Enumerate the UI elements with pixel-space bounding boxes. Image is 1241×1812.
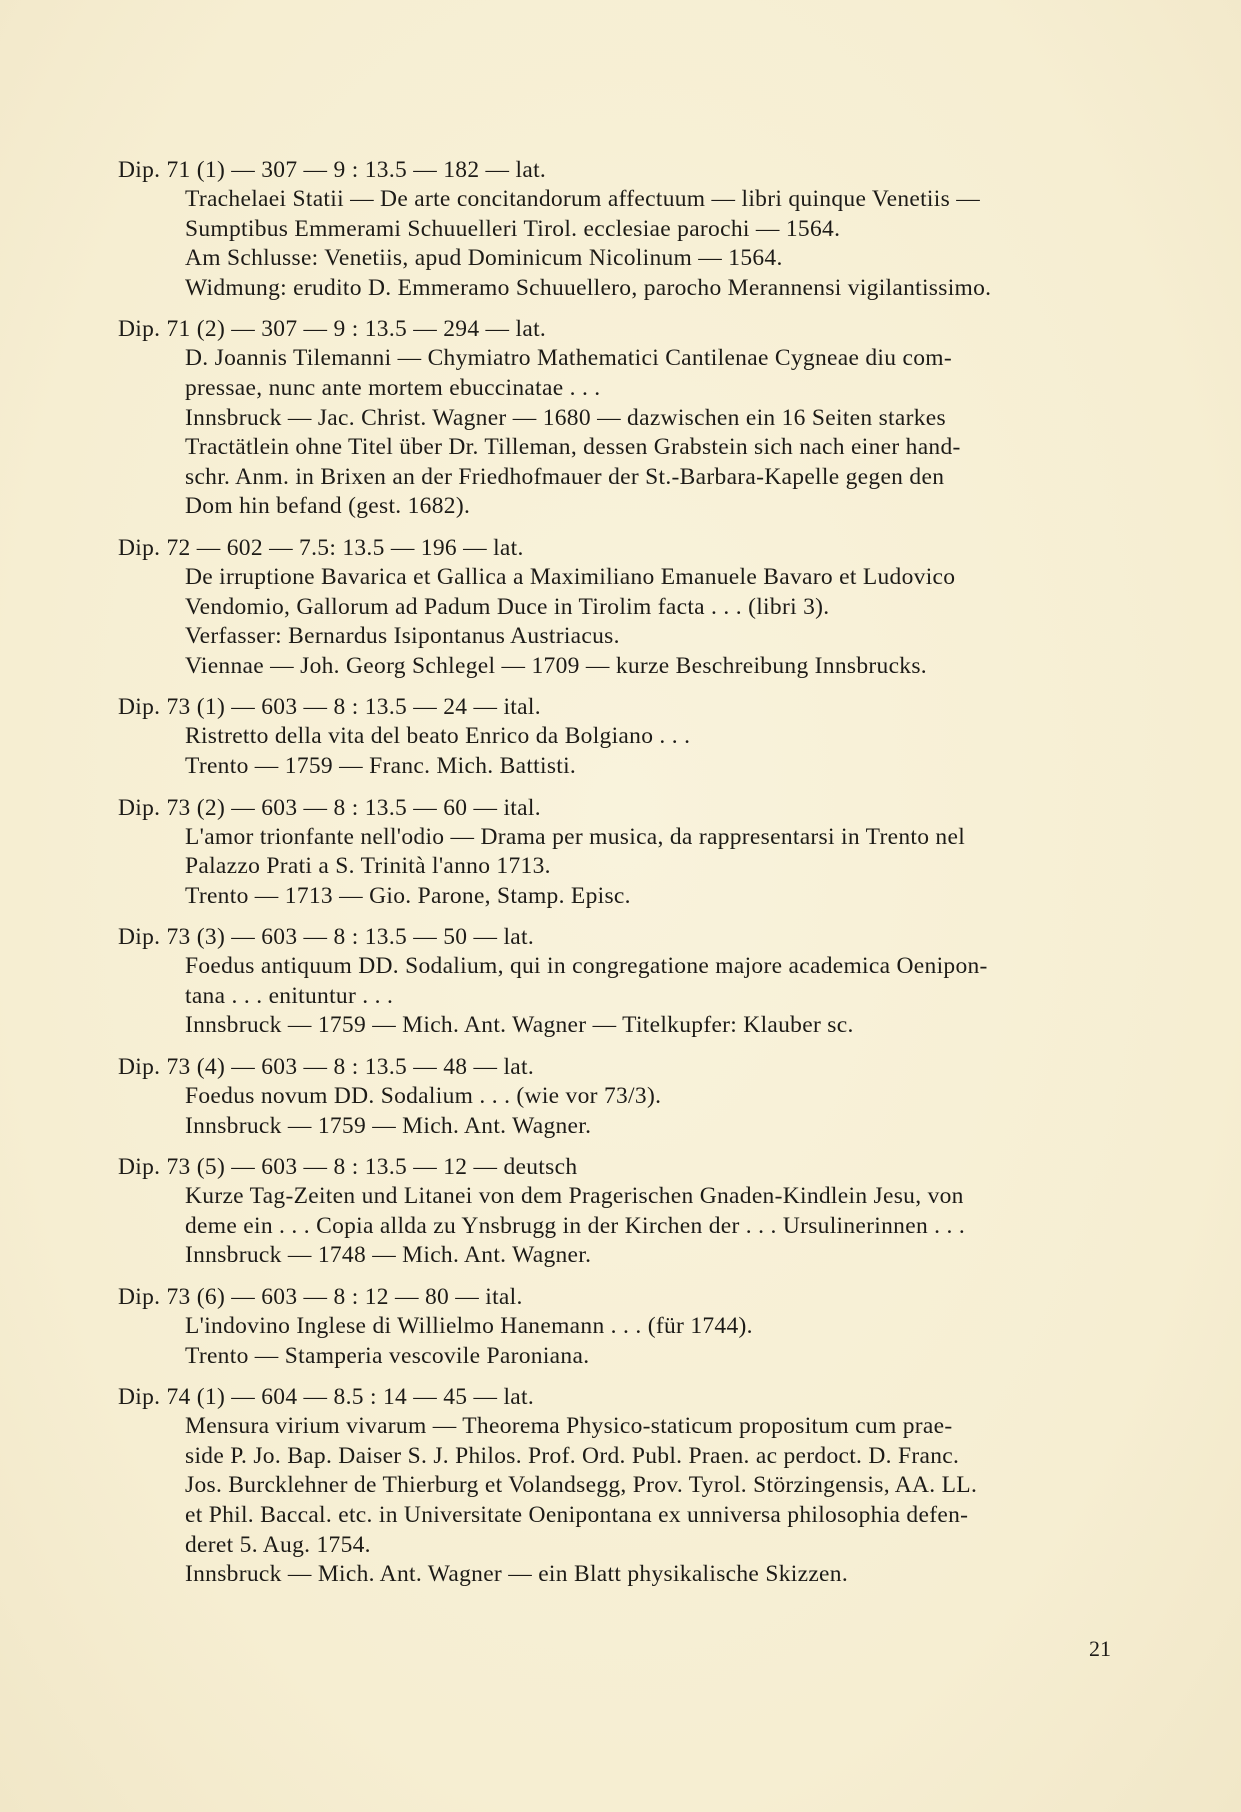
catalog-entry: [118, 1382, 1118, 1590]
entry-line: Foedus antiquum DD. Sodalium, qui in congregatione majore academica Oenipon-: [185, 953, 988, 980]
entry-line: D. Joannis Tilemanni — Chymiatro Mathematici Cantilenae Cygneae diu com-: [185, 345, 952, 372]
entry-line: Foedus novum DD. Sodalium . . . (wie vor 73/3).: [185, 1083, 662, 1110]
entry-line: Trento — 1713 — Gio. Parone, Stamp. Episc.: [185, 882, 631, 909]
entry-line: Viennae — Joh. Georg Schlegel — 1709 — kurze Beschreibung Innsbrucks.: [185, 652, 927, 679]
catalog-entries: [118, 155, 1118, 1601]
catalog-entry: [118, 155, 1118, 303]
entry-heading: Dip. 73 (5) — 603 — 8 : 13.5 — 12 — deutsch: [118, 1154, 578, 1181]
entry-heading: Dip. 73 (6) — 603 — 8 : 12 — 80 — ital.: [118, 1284, 523, 1311]
catalog-entry: [118, 1152, 1118, 1271]
catalog-entry: [118, 1282, 1118, 1371]
entry-heading: Dip. 73 (4) — 603 — 8 : 13.5 — 48 — lat.: [118, 1054, 535, 1081]
entry-line: side P. Jo. Bap. Daiser S. J. Philos. Prof. Ord. Publ. Praen. ac perdoct. D. Franc.: [185, 1442, 960, 1469]
catalog-entry: [118, 922, 1118, 1041]
entry-line: deme ein . . . Copia allda zu Ynsbrugg in der Kirchen der . . . Ursulinerinnen . . .: [185, 1212, 966, 1239]
catalog-entry: [118, 793, 1118, 912]
entry-line: Tractätlein ohne Titel über Dr. Tilleman, dessen Grabstein sich nach einer hand-: [185, 434, 961, 461]
entry-line: schr. Anm. in Brixen an der Friedhofmauer der St.-Barbara-Kapelle gegen den: [185, 463, 945, 490]
entry-line: Mensura virium vivarum — Theorema Physico-staticum propositum cum prae-: [185, 1413, 953, 1440]
entry-line: Widmung: erudito D. Emmeramo Schuuellero, parocho Merannensi vigilantissimo.: [185, 274, 992, 301]
page-number: 21: [1089, 1636, 1111, 1661]
entry-line: deret 5. Aug. 1754.: [185, 1531, 371, 1558]
catalog-entry: [118, 314, 1118, 522]
entry-line: tana . . . enituntur . . .: [185, 982, 394, 1009]
entry-line: Sumptibus Emmerami Schuuelleri Tirol. ecclesiae parochi — 1564.: [185, 215, 841, 242]
entry-line: Trachelaei Statii — De arte concitandorum affectuum — libri quinque Venetiis —: [185, 186, 981, 212]
catalog-entry: [118, 1052, 1118, 1141]
entry-line: Innsbruck — Jac. Christ. Wagner — 1680 — dazwischen ein 16 Seiten starkes: [185, 404, 946, 431]
entry-line: L'indovino Inglese di Willielmo Hanemann . . . (für 1744).: [185, 1313, 753, 1340]
entry-heading: Dip. 74 (1) — 604 — 8.5 : 14 — 45 — lat.: [118, 1384, 535, 1411]
entry-line: et Phil. Baccal. etc. in Universitate Oenipontana ex unniversa philosophia defen-: [185, 1502, 969, 1528]
entry-line: Trento — Stamperia vescovile Paroniana.: [185, 1342, 590, 1369]
entry-line: Kurze Tag-Zeiten und Litanei von dem Pragerischen Gnaden-Kindlein Jesu, von: [185, 1183, 964, 1210]
entry-line: pressae, nunc ante mortem ebuccinatae . . .: [185, 374, 601, 401]
entry-line: Verfasser: Bernardus Isipontanus Austriacus.: [185, 623, 620, 650]
entry-heading: Dip. 73 (1) — 603 — 8 : 13.5 — 24 — ital.: [118, 694, 541, 721]
entry-line: Am Schlusse: Venetiis, apud Dominicum Nicolinum — 1564.: [185, 245, 783, 272]
entry-heading: Dip. 73 (3) — 603 — 8 : 13.5 — 50 — lat.: [118, 924, 535, 951]
entry-line: Dom hin befand (gest. 1682).: [185, 493, 471, 520]
catalog-entry: [118, 692, 1118, 781]
entry-heading: Dip. 72 — 602 — 7.5: 13.5 — 196 — lat.: [118, 534, 524, 561]
entry-line: L'amor trionfante nell'odio — Drama per musica, da rappresentarsi in Trento nel: [185, 823, 966, 850]
entry-line: Innsbruck — 1759 — Mich. Ant. Wagner — Titelkupfer: Klauber sc.: [185, 1012, 854, 1039]
entry-heading: Dip. 71 (2) — 307 — 9 : 13.5 — 294 — lat.: [118, 316, 547, 343]
entry-heading: Dip. 71 (1) — 307 — 9 : 13.5 — 182 — lat.: [118, 157, 547, 183]
entry-heading: Dip. 73 (2) — 603 — 8 : 13.5 — 60 — ital.: [118, 794, 541, 821]
entry-line: Innsbruck — 1759 — Mich. Ant. Wagner.: [185, 1112, 592, 1139]
entry-line: Ristretto della vita del beato Enrico da Bolgiano . . .: [185, 723, 691, 750]
entry-line: Innsbruck — Mich. Ant. Wagner — ein Blatt physikalische Skizzen.: [185, 1561, 849, 1588]
entry-line: Vendomio, Gallorum ad Padum Duce in Tirolim facta . . . (libri 3).: [185, 593, 830, 620]
catalog-entry: [118, 533, 1118, 681]
entry-line: Innsbruck — 1748 — Mich. Ant. Wagner.: [185, 1242, 592, 1269]
entry-line: Trento — 1759 — Franc. Mich. Battisti.: [185, 752, 577, 779]
entry-line: Palazzo Prati a S. Trinità l'anno 1713.: [185, 853, 551, 880]
entry-line: Jos. Burcklehner de Thierburg et Volandsegg, Prov. Tyrol. Störzingensis, AA. LL.: [185, 1472, 978, 1499]
entry-line: De irruptione Bavarica et Gallica a Maximiliano Emanuele Bavaro et Ludovico: [185, 563, 956, 590]
